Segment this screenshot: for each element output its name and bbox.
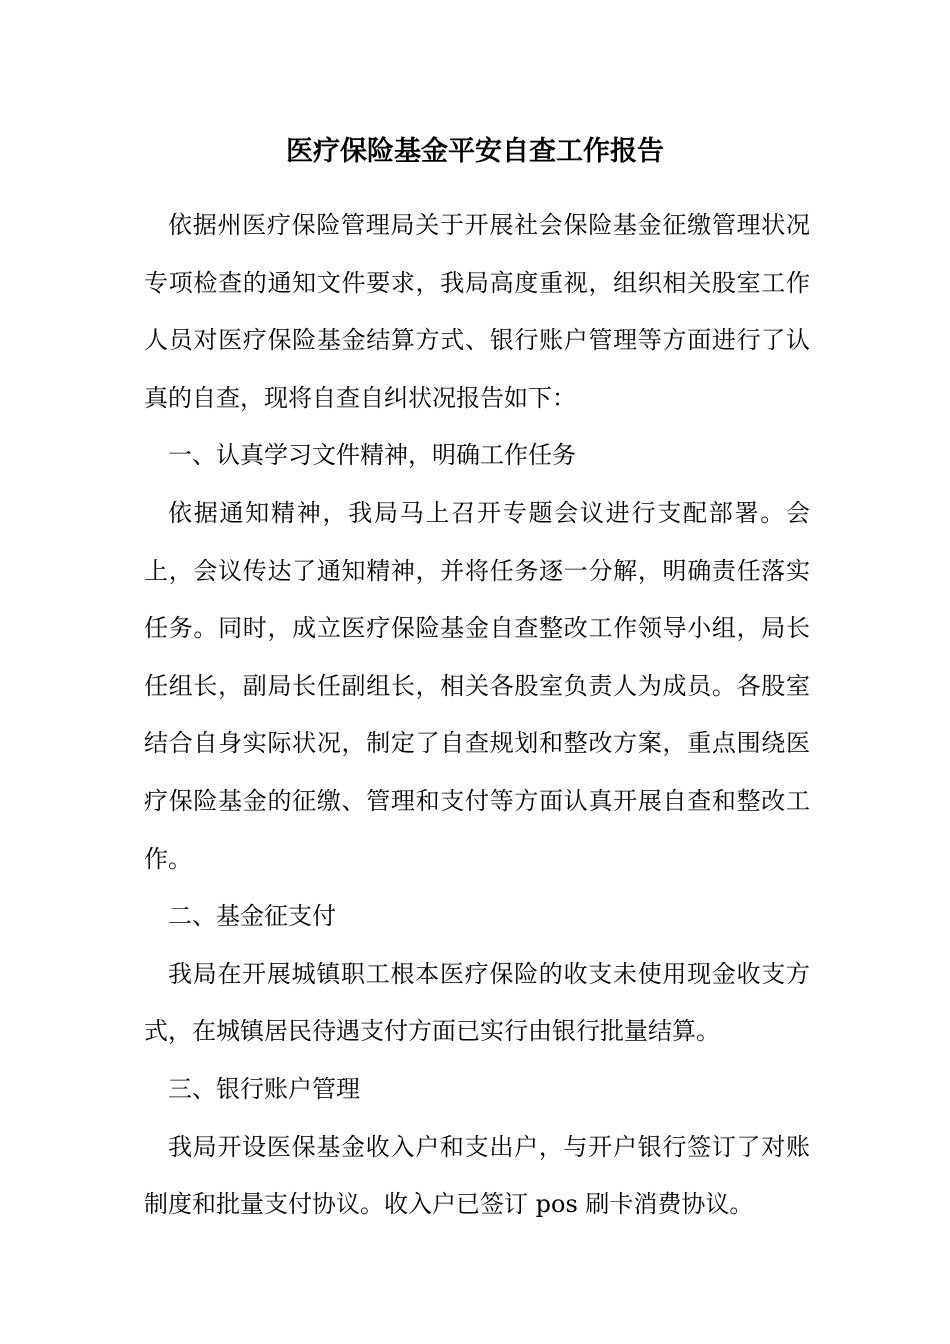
paragraph-intro: 依据州医疗保险管理局关于开展社会保险基金征缴管理状况专项检查的通知文件要求，我局高度重视，组织相关股室工作人员对医疗保险基金结算方式、银行账户管理等方面进行了认真的自查，现将自查自纠状况报告如下：: [144, 211, 810, 412]
document-body: [144, 197, 810, 1234]
section-heading-1: 一、认真学习文件精神，明确工作任务: [168, 441, 576, 470]
paragraph-section-3: 我局开设医保基金收入户和支出户，与开户银行签订了对账制度和批量支付协议。收入户已签订 pos 刷卡消费协议。: [144, 1132, 810, 1219]
document-title: 医疗保险基金平安自查工作报告: [286, 136, 664, 167]
section-heading-3: 三、银行账户管理: [168, 1074, 360, 1103]
paragraph-section-1: 依据通知精神，我局马上召开专题会议进行支配部署。会上，会议传达了通知精神，并将任务逐一分解，明确责任落实任务。同时，成立医疗保险基金自查整改工作领导小组，局长任组长，副局长任副组长，相关各股室负责人为成员。各股室结合自身实际状况，制定了自查规划和整改方案，重点围绕医疗保险基金的征缴、管理和支付等方面认真开展自查和整改工作。: [144, 498, 810, 873]
paragraph-section-2: 我局在开展城镇职工根本医疗保险的收支未使用现金收支方式，在城镇居民待遇支付方面已实行由银行批量结算。: [144, 959, 810, 1046]
section-heading-2: 二、基金征支付: [168, 902, 336, 931]
